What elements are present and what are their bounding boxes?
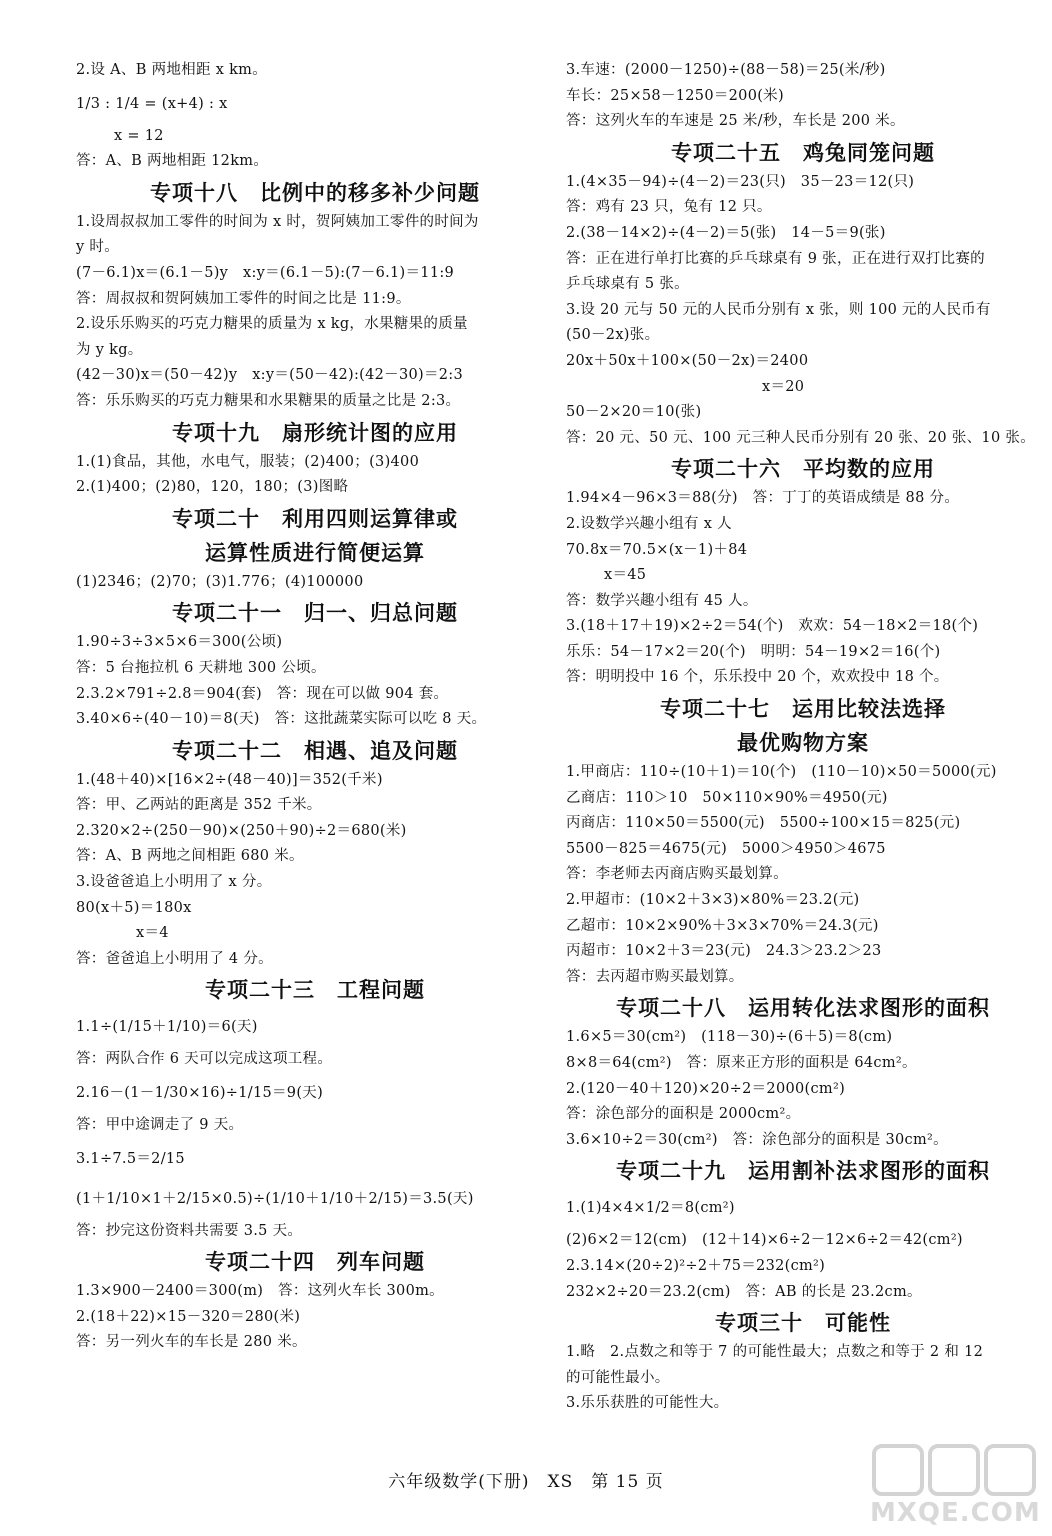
answer-line: 1.94×4－96×3＝88(分) 答：丁丁的英语成绩是 88 分。 [566, 490, 960, 507]
answer-line: 2.16－(1－1/30×16)÷1/15＝9(天) [76, 1085, 324, 1102]
answer-line: 答：爸爸追上小明用了 4 分。 [76, 950, 273, 967]
section-heading: 专项二十九 运用割补法求图形的面积 [616, 1159, 990, 1184]
answer-line: 1.3×900－2400＝300(m) 答：这列火车长 300m。 [76, 1283, 444, 1300]
answer-line: 1.(4×35－94)÷(4－2)＝23(只) 35－23＝12(只) [566, 173, 915, 190]
section-heading: 专项二十五 鸡兔同笼问题 [671, 140, 935, 165]
answer-line: 2.设乐乐购买的巧克力糖果的质量为 x kg，水果糖果的质量 [76, 316, 468, 333]
answer-line: 3.车速：(2000－1250)÷(88－58)＝25(米/秒) [566, 62, 886, 78]
answer-line: 答：正在进行单打比赛的乒乓球桌有 9 张，正在进行双打比赛的 [566, 250, 985, 267]
answer-line: (1＋1/10×1＋2/15×0.5)÷(1/10＋1/10＋2/15)＝3.5(天) [76, 1190, 474, 1207]
answer-line: 3.6×10÷2＝30(cm²) 答：涂色部分的面积是 30cm²。 [566, 1131, 948, 1148]
answer-line: 乒乓球桌有 5 张。 [566, 276, 689, 293]
answer-line: 1.(1)4×4×1/2＝8(cm²) [566, 1200, 735, 1217]
answer-line: 答：这列火车的车速是 25 米/秒，车长是 200 米。 [566, 113, 905, 130]
answer-line: 乐乐：54－17×2＝20(个) 明明：54－19×2＝16(个) [566, 643, 941, 660]
answer-line: 2.设 A、B 两地相距 x km。 [76, 62, 268, 78]
answer-line: 答：周叔叔和贺阿姨加工零件的时间之比是 11:9。 [76, 290, 411, 307]
section-heading: 专项二十二 相遇、追及问题 [172, 738, 458, 763]
answer-line: 1/3 : 1/4 = (x+4) : x [76, 95, 228, 112]
section-heading: 专项三十 可能性 [715, 1311, 891, 1336]
answer-line: 232×2÷20＝23.2(cm) 答：AB 的长是 23.2cm。 [566, 1283, 922, 1300]
answer-line: 2.3.14×(20÷2)²÷2＋75＝232(cm²) [566, 1257, 826, 1274]
answer-line: 8×8＝64(cm²) 答：原来正方形的面积是 64cm²。 [566, 1055, 917, 1071]
answer-line: 2.3.2×791÷2.8＝904(套) 答：现在可以做 904 套。 [76, 685, 449, 702]
answer-line: 答：甲中途调走了 9 天。 [76, 1117, 244, 1134]
page-footer: 六年级数学(下册) XS 第 15 页 [388, 1472, 664, 1492]
answer-line: y 时。 [76, 239, 120, 256]
section-heading: 专项二十八 运用转化法求图形的面积 [616, 996, 990, 1021]
section-heading: 专项十八 比例中的移多补少问题 [150, 180, 480, 205]
section-heading: 专项十九 扇形统计图的应用 [172, 420, 458, 445]
section-heading: 专项二十三 工程问题 [205, 978, 425, 1003]
answer-line: x＝45 [604, 567, 647, 584]
answer-line: 答：两队合作 6 天可以完成这项工程。 [76, 1051, 333, 1068]
answer-line: 3.(18＋17＋19)×2÷2＝54(个) 欢欢：54－18×2＝18(个) [566, 618, 979, 635]
answer-line: (2)6×2＝12(cm) (12＋14)×6÷2－12×6÷2＝42(cm²) [566, 1232, 963, 1249]
right-column [566, 58, 1040, 1417]
answer-line: 2.(120－40＋120)×20÷2＝2000(cm²) [566, 1080, 846, 1097]
answer-line: 3.设爸爸追上小明用了 x 分。 [76, 874, 272, 891]
answer-line: 1.6×5＝30(cm²) (118－30)÷(6＋5)＝8(cm) [566, 1029, 893, 1046]
answer-line: 2.320×2÷(250－90)×(250＋90)÷2＝680(米) [76, 822, 407, 839]
answer-line: (50－2x)张。 [566, 327, 660, 344]
answer-line: 答：涂色部分的面积是 2000cm²。 [566, 1106, 801, 1123]
section-heading: 最优购物方案 [737, 731, 869, 756]
answer-line: 1.1÷(1/15＋1/10)＝6(天) [76, 1019, 258, 1036]
left-column [76, 58, 554, 1356]
answer-line: 70.8x＝70.5×(x－1)＋84 [566, 541, 748, 558]
section-heading: 专项二十七 运用比较法选择 [660, 697, 946, 722]
answer-line: 3.设 20 元与 50 元的人民币分别有 x 张，则 100 元的人民币有 [566, 301, 991, 318]
section-heading: 专项二十一 归一、归总问题 [172, 601, 458, 626]
answer-line: 乙超市：10×2×90%＋3×3×70%＝24.3(元) [566, 917, 879, 934]
answer-line: 车长：25×58－1250＝200(米) [566, 87, 784, 104]
answer-line: 丙超市：10×2＋3＝23(元) 24.3＞23.2＞23 [566, 943, 882, 960]
answer-line: 1.90÷3÷3×5×6＝300(公顷) [76, 634, 283, 651]
answer-line: x＝20 [762, 378, 805, 395]
answer-line: 的可能性最小。 [566, 1369, 670, 1386]
answer-line: 2.(1)400；(2)80，120，180；(3)图略 [76, 479, 349, 496]
answer-line: 乙商店：110＞10 50×110×90%＝4950(元) [566, 789, 888, 806]
answer-line: 丙商店：110×50＝5500(元) 5500÷100×15＝825(元) [566, 815, 961, 832]
answer-line: 2.甲超市：(10×2＋3×3)×80%＝23.2(元) [566, 892, 860, 909]
section-heading: 专项二十 利用四则运算律或 [172, 506, 458, 531]
answer-line: 1.(1)食品，其他，水电气，服装；(2)400；(3)400 [76, 453, 420, 470]
answer-line: 答：另一列火车的车长是 280 米。 [76, 1334, 307, 1351]
answer-line: 答：李老师去丙商店购买最划算。 [566, 866, 788, 883]
answer-line: 3.40×6÷(40－10)＝8(天) 答：这批蔬菜实际可以吃 8 天。 [76, 711, 487, 728]
section-heading: 运算性质进行简便运算 [205, 540, 425, 565]
answer-line: 2.(38－14×2)÷(4－2)＝5(张) 14－5＝9(张) [566, 224, 886, 241]
answer-line: 1.略 2.点数之和等于 7 的可能性最大；点数之和等于 2 和 12 [566, 1344, 984, 1361]
answer-line: 答：A、B 两地之间相距 680 米。 [76, 848, 304, 865]
answer-line: 答：乐乐购买的巧克力糖果和水果糖果的质量之比是 2:3。 [76, 392, 461, 409]
watermark-logo [870, 1440, 1040, 1532]
answer-line: 答：鸡有 23 只，兔有 12 只。 [566, 199, 772, 216]
answer-line: (1)2346；(2)70；(3)1.776；(4)100000 [76, 573, 364, 590]
answer-line: 答：5 台拖拉机 6 天耕地 300 公顷。 [76, 659, 326, 676]
section-heading: 专项二十四 列车问题 [205, 1250, 425, 1275]
answer-line: 答：甲、乙两站的距离是 352 千米。 [76, 797, 322, 814]
answer-line: 5500－825＝4675(元) 5000＞4950＞4675 [566, 840, 886, 857]
answer-line: 3.乐乐获胜的可能性大。 [566, 1395, 729, 1412]
watermark-icon [870, 1440, 1040, 1500]
answer-line: 80(x＋5)＝180x [76, 899, 192, 916]
answer-line: 答：抄完这份资料共需要 3.5 天。 [76, 1222, 303, 1239]
answer-line: 3.1÷7.5＝2/15 [76, 1150, 185, 1167]
answer-line: x＝4 [136, 925, 169, 942]
answer-line: 50－2×20＝10(张) [566, 404, 702, 421]
answer-line: 为 y kg。 [76, 341, 143, 358]
answer-line: (42－30)x＝(50－42)y x:y＝(50－42):(42－30)＝2:3 [76, 367, 464, 384]
answer-line: 20x＋50x＋100×(50－2x)＝2400 [566, 352, 809, 369]
answer-line: 答：数学兴趣小组有 45 人。 [566, 592, 758, 609]
answer-line: 答：明明投中 16 个，乐乐投中 20 个，欢欢投中 18 个。 [566, 669, 949, 686]
answer-line: x = 12 [114, 127, 164, 144]
answer-line: 1.(48＋40)×[16×2÷(48－40)]＝352(千米) [76, 771, 383, 788]
answer-line: 答：A、B 两地相距 12km。 [76, 153, 269, 170]
answer-line: 1.设周叔叔加工零件的时间为 x 时，贺阿姨加工零件的时间为 [76, 213, 479, 230]
answer-line: (7－6.1)x＝(6.1－5)y x:y＝(6.1－5):(7－6.1)＝11:9 [76, 264, 455, 281]
answer-line: 2.(18＋22)×15－320＝280(米) [76, 1308, 301, 1325]
answer-line: 1.甲商店：110÷(10＋1)＝10(个) (110－10)×50＝5000(元) [566, 764, 997, 781]
section-heading: 专项二十六 平均数的应用 [671, 457, 935, 482]
watermark-text: MXQE.COM [870, 1498, 1041, 1528]
answer-line: 答：20 元、50 元、100 元三种人民币分别有 20 张、20 张、10 张。 [566, 429, 1035, 446]
answer-line: 2.设数学兴趣小组有 x 人 [566, 515, 732, 532]
answer-line: 答：去丙超市购买最划算。 [566, 968, 744, 985]
